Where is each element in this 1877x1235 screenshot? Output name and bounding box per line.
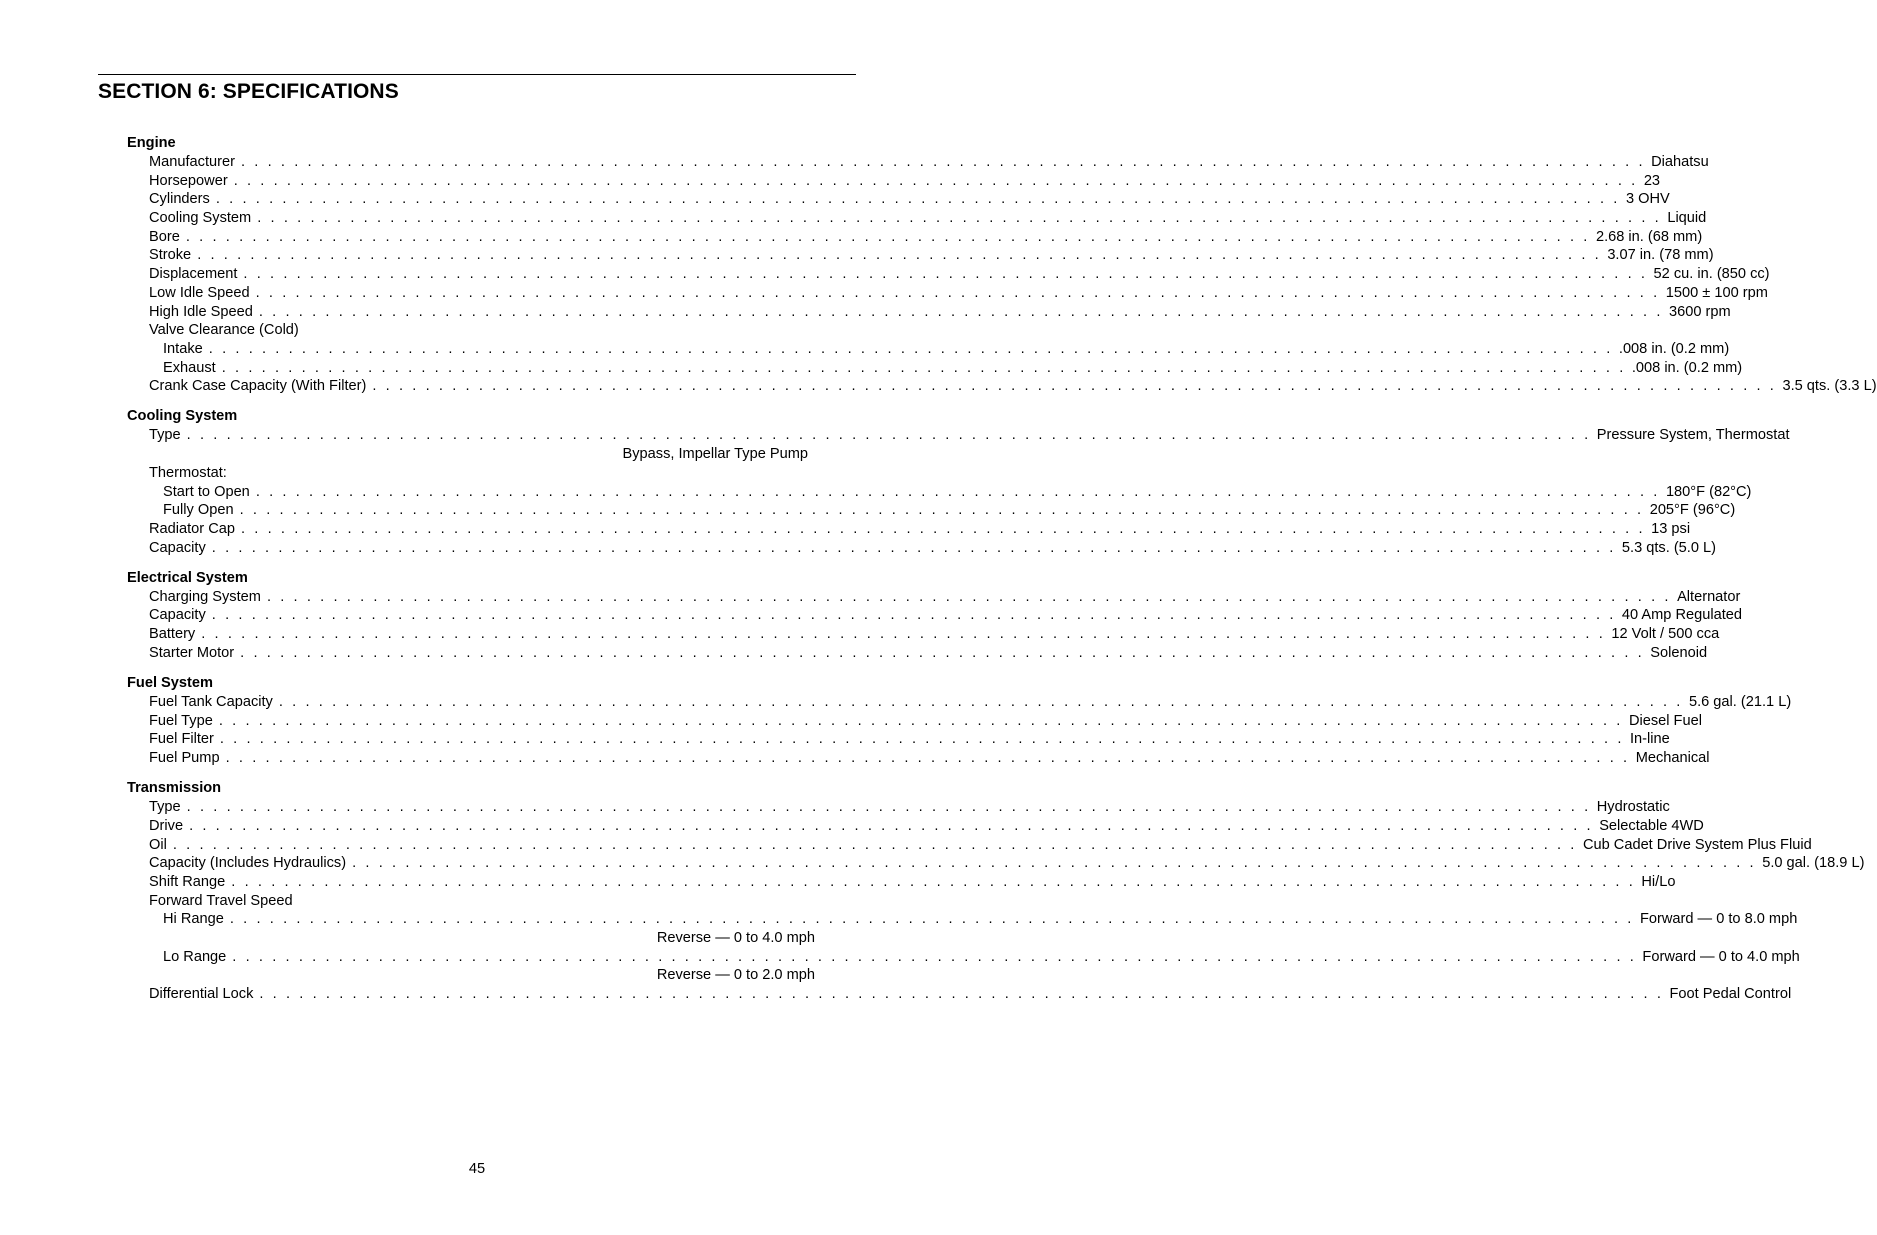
spec-row (127, 359, 1743, 378)
spec-row (127, 464, 815, 483)
spec-row (127, 501, 1736, 520)
spec-group-title: Cooling System (127, 408, 238, 425)
spec-label: Intake (163, 340, 203, 357)
spec-value: Hi/Lo (1641, 874, 1676, 890)
spec-row (127, 929, 815, 948)
spec-group-transmission (127, 779, 1865, 1004)
dot-leader: . . . . . . . . . . . . . . . . . . . . . . . . . . . . . . . . . . . . . . . . . . . . . . . . . . . . . . . . . . . . . . . . . . . . . . . . . . . . . . . . . . . . . . . . . . . . . . . . . . . . . . . . . . (186, 799, 1591, 816)
spec-value: Forward — 0 to 8.0 mph (1639, 911, 1798, 928)
spec-label: Battery (149, 626, 196, 643)
spec-value: Diahatsu (1651, 154, 1709, 170)
spec-value: 13 psi (1651, 520, 1691, 537)
spec-value: Foot Pedal Control (1669, 986, 1792, 1003)
spec-value: Alternator (1677, 588, 1741, 605)
dot-leader: . . . . . . . . . . . . . . . . . . . . . . . . . . . . . . . . . . . . . . . . . . . . . . . . . . . . . . . . . . . . . . . . . . . . . . . . . . . . . . . . . . . . . . . . . . . . . . . . . . . . . . . . . . (189, 817, 1594, 834)
spec-row (127, 966, 815, 985)
dot-leader: . . . . . . . . . . . . . . . . . . . . . . . . . . . . . . . . . . . . . . . . . . . . . . . . . . . . . . . . . . . . . . . . . . . . . . . . . . . . . . . . . . . . . . . . . . . . . . . . . . . . . . . . . . (219, 731, 1624, 748)
spec-label: Fuel Filter (149, 731, 214, 748)
spec-label: Thermostat: (149, 464, 227, 481)
spec-row (127, 228, 1703, 247)
dot-leader: . . . . . . . . . . . . . . . . . . . . . . . . . . . . . . . . . . . . . . . . . . . . . . . . . . . . . . . . . . . . . . . . . . . . . . . . . . . . . . . . . . . . . . . . . . . . . . . . . . . . . . . . . . (218, 712, 1623, 729)
spec-row (127, 284, 1768, 303)
spec-label: Differential Lock (149, 986, 254, 1003)
spec-row (127, 854, 1865, 873)
spec-row (127, 172, 1661, 191)
spec-value: Bypass, Impellar Type Pump (622, 446, 808, 463)
dot-leader: . . . . . . . . . . . . . . . . . . . . . . . . . . . . . . . . . . . . . . . . . . . . . . . . . . . . . . . . . . . . . . . . . . . . . . . . . . . . . . . . . . . . . . . . . . . . . . . . . . . . . . . . . . (372, 378, 1777, 395)
dot-leader: . . . . . . . . . . . . . . . . . . . . . . . . . . . . . . . . . . . . . . . . . . . . . . . . . . . . . . . . . . . . . . . . . . . . . . . . . . . . . . . . . . . . . . . . . . . . . . . . . . . . . . . . . . (240, 154, 1646, 170)
dot-leader: . . . . . . . . . . . . . . . . . . . . . . . . . . . . . . . . . . . . . . . . . . . . . . . . . . . . . . . . . . . . . . . . . . . . . . . . . . . . . . . . . . . . . . . . . . . . . . . . . . . . . . . . . . (255, 284, 1660, 301)
spec-row (127, 836, 1812, 855)
spec-label: Fully Open (163, 502, 234, 519)
dot-leader: . . . . . . . . . . . . . . . . . . . . . . . . . . . . . . . . . . . . . . . . . . . . . . . . . . . . . . . . . . . . . . . . . . . . . . . . . . . . . . . . . . . . . . . . . . . . . . . . . . . . . . . . . . (241, 520, 1646, 537)
spec-label: Forward Travel Speed (149, 892, 293, 909)
spec-group-title: Electrical System (127, 569, 248, 586)
dot-leader: . . . . . . . . . . . . . . . . . . . . . . . . . . . . . . . . . . . . . . . . . . . . . . . . . . . . . . . . . . . . . . . . . . . . . . . . . . . . . . . . . . . . . . . . . . . . . . . . . . . . . . . . . . (211, 539, 1616, 556)
spec-value: Reverse — 0 to 4.0 mph (656, 930, 815, 947)
spec-row (127, 948, 1800, 967)
spec-group-fuel-system (127, 674, 1792, 768)
spec-value: Diesel Fuel (1628, 712, 1702, 729)
spec-value: 3.07 in. (78 mm) (1607, 247, 1714, 264)
dot-leader: . . . . . . . . . . . . . . . . . . . . . . . . . . . . . . . . . . . . . . . . . . . . . . . . . . . . . . . . . . . . . . . . . . . . . . . . . . . . . . . . . . . . . . . . . . . . . . . . . . . . . . . . . . (186, 427, 1591, 444)
spec-value: Mechanical (1635, 750, 1710, 767)
spec-value: In-line (1630, 731, 1670, 748)
dot-leader: . . . . . . . . . . . . . . . . . . . . . . . . . . . . . . . . . . . . . . . . . . . . . . . . . . . . . . . . . . . . . . . . . . . . . . . . . . . . . . . . . . . . . . . . . . . . . . . . . . . . . . . . . . (185, 228, 1590, 245)
dot-leader: . . . . . . . . . . . . . . . . . . . . . . . . . . . . . . . . . . . . . . . . . . . . . . . . . . . . . . . . . . . . . . . . . . . . . . . . . . . . . . . . . . . . . . . . . . . . . . . . . . . . . . . . . . (221, 359, 1626, 376)
spec-label: Capacity (149, 539, 206, 556)
dot-leader: . . . . . . . . . . . . . . . . . . . . . . . . . . . . . . . . . . . . . . . . . . . . . . . . . . . . . . . . . . . . . . . . . . . . . . . . . . . . . . . . . . . . . . . . . . . . . . . . . . . . . . . . . . (211, 607, 1616, 624)
spec-label: Manufacturer (149, 154, 235, 170)
spec-value: 3600 rpm (1668, 303, 1731, 320)
spec-row (127, 520, 1691, 539)
spec-label: Valve Clearance (Cold) (149, 322, 299, 339)
spec-value: 5.3 qts. (5.0 L) (1621, 539, 1717, 556)
dot-leader: . . . . . . . . . . . . . . . . . . . . . . . . . . . . . . . . . . . . . . . . . . . . . . . . . . . . . . . . . . . . . . . . . . . . . . . . . . . . . . . . . . . . . . . . . . . . . . . . . . . . . . . . . . (259, 986, 1664, 1003)
spec-value: Reverse — 0 to 2.0 mph (656, 967, 815, 984)
spec-label: Shift Range (149, 874, 226, 890)
spec-value: 23 (1643, 172, 1661, 189)
spec-value: .008 in. (0.2 mm) (1631, 359, 1743, 376)
dot-leader: . . . . . . . . . . . . . . . . . . . . . . . . . . . . . . . . . . . . . . . . . . . . . . . . . . . . . . . . . . . . . . . . . . . . . . . . . . . . . . . . . . . . . . . . . . . . . . . . . . . . . . . . . . (233, 172, 1638, 189)
spec-row (127, 426, 1790, 445)
spec-label: Type (149, 427, 181, 444)
spec-label: Fuel Tank Capacity (149, 694, 273, 710)
spec-row (127, 817, 1704, 836)
spec-row (127, 910, 1798, 929)
spec-value: 40 Amp Regulated (1621, 607, 1742, 624)
spec-row (127, 483, 1752, 502)
spec-label: Hi Range (163, 911, 224, 928)
dot-leader: . . . . . . . . . . . . . . . . . . . . . . . . . . . . . . . . . . . . . . . . . . . . . . . . . . . . . . . . . . . . . . . . . . . . . . . . . . . . . . . . . . . . . . . . . . . . . . . . . . . . . . . . . . (172, 836, 1577, 853)
dot-leader: . . . . . . . . . . . . . . . . . . . . . . . . . . . . . . . . . . . . . . . . . . . . . . . . . . . . . . . . . . . . . . . . . . . . . . . . . . . . . . . . . . . . . . . . . . . . . . . . . . . . . . . . . . (266, 588, 1672, 605)
spec-group-title: Engine (127, 135, 176, 151)
spec-group-electrical-system (127, 569, 1742, 663)
spec-label: Fuel Pump (149, 750, 220, 767)
spec-row (127, 265, 1770, 284)
dot-leader: . . . . . . . . . . . . . . . . . . . . . . . . . . . . . . . . . . . . . . . . . . . . . . . . . . . . . . . . . . . . . . . . . . . . . . . . . . . . . . . . . . . . . . . . . . . . . . . . . . . . . . . . . . (197, 247, 1602, 264)
spec-row (127, 798, 1670, 817)
dot-leader: . . . . . . . . . . . . . . . . . . . . . . . . . . . . . . . . . . . . . . . . . . . . . . . . . . . . . . . . . . . . . . . . . . . . . . . . . . . . . . . . . . . . . . . . . . . . . . . . . . . . . . . . . . (208, 340, 1613, 357)
spec-group-title: Fuel System (127, 675, 213, 691)
dot-leader: . . . . . . . . . . . . . . . . . . . . . . . . . . . . . . . . . . . . . . . . . . . . . . . . . . . . . . . . . . . . . . . . . . . . . . . . . . . . . . . . . . . . . . . . . . . . . . . . . . . . . . . . . . (225, 750, 1630, 767)
spec-label: Exhaust (163, 359, 216, 376)
dot-leader: . . . . . . . . . . . . . . . . . . . . . . . . . . . . . . . . . . . . . . . . . . . . . . . . . . . . . . . . . . . . . . . . . . . . . . . . . . . . . . . . . . . . . . . . . . . . . . . . . . . . . . . . . . (255, 483, 1660, 500)
spec-row (127, 730, 1670, 749)
spec-value: 52 cu. in. (850 cc) (1653, 266, 1770, 283)
spec-value: Liquid (1667, 210, 1707, 227)
dot-leader: . . . . . . . . . . . . . . . . . . . . . . . . . . . . . . . . . . . . . . . . . . . . . . . . . . . . . . . . . . . . . . . . . . . . . . . . . . . . . . . . . . . . . . . . . . . . . . . . . . . . . . . . . . (352, 855, 1757, 872)
spec-label: Capacity (Includes Hydraulics) (149, 855, 347, 872)
spec-label: Drive (149, 817, 184, 834)
spec-row (127, 190, 1670, 209)
spec-row (127, 303, 1731, 322)
spec-label: Fuel Type (149, 712, 213, 729)
spec-label: Lo Range (163, 948, 227, 965)
dot-leader: . . . . . . . . . . . . . . . . . . . . . . . . . . . . . . . . . . . . . . . . . . . . . . . . . . . . . . . . . . . . . . . . . . . . . . . . . . . . . . . . . . . . . . . . . . . . . . . . . . . . . . . . . . (215, 191, 1620, 208)
spec-row (127, 153, 1709, 172)
spec-row (127, 693, 1792, 712)
spec-value: 5.0 gal. (18.9 L) (1762, 855, 1865, 872)
spec-label: Type (149, 799, 181, 816)
spec-value: Selectable 4WD (1599, 817, 1704, 834)
spec-label: Starter Motor (149, 644, 235, 661)
spec-value: Solenoid (1650, 644, 1708, 661)
spec-row (127, 749, 1710, 768)
top-rule (98, 74, 856, 75)
spec-row (127, 588, 1741, 607)
spec-value: Forward — 0 to 4.0 mph (1642, 948, 1800, 965)
spec-label: High Idle Speed (149, 303, 253, 320)
spec-row (127, 985, 1792, 1004)
page-number: 45 (468, 1161, 486, 1177)
spec-value: Cub Cadet Drive System Plus Fluid (1582, 836, 1812, 853)
specifications-list (127, 134, 1877, 1015)
spec-label: Stroke (149, 247, 192, 264)
spec-value: .008 in. (0.2 mm) (1618, 340, 1730, 357)
spec-group-cooling-system (127, 407, 1790, 557)
dot-leader: . . . . . . . . . . . . . . . . . . . . . . . . . . . . . . . . . . . . . . . . . . . . . . . . . . . . . . . . . . . . . . . . . . . . . . . . . . . . . . . . . . . . . . . . . . . . . . . . . . . . . . . . . . (229, 911, 1634, 928)
spec-value: 1500 ± 100 rpm (1665, 284, 1768, 301)
spec-label: Horsepower (149, 172, 228, 189)
spec-row (127, 445, 815, 464)
dot-leader: . . . . . . . . . . . . . . . . . . . . . . . . . . . . . . . . . . . . . . . . . . . . . . . . . . . . . . . . . . . . . . . . . . . . . . . . . . . . . . . . . . . . . . . . . . . . . . . . . . . . . . . . . . (239, 502, 1644, 519)
spec-row (127, 644, 1708, 663)
spec-row (127, 712, 1702, 731)
spec-label: Crank Case Capacity (With Filter) (149, 378, 367, 395)
spec-value: Pressure System, Thermostat (1596, 427, 1790, 444)
spec-label: Radiator Cap (149, 520, 235, 537)
spec-row (127, 606, 1742, 625)
spec-row (127, 246, 1714, 265)
spec-label: Capacity (149, 607, 206, 624)
dot-leader: . . . . . . . . . . . . . . . . . . . . . . . . . . . . . . . . . . . . . . . . . . . . . . . . . . . . . . . . . . . . . . . . . . . . . . . . . . . . . . . . . . . . . . . . . . . . . . . . . . . . . . . . . . (232, 948, 1637, 965)
spec-group-engine (127, 134, 1877, 396)
spec-row (127, 892, 815, 911)
dot-leader: . . . . . . . . . . . . . . . . . . . . . . . . . . . . . . . . . . . . . . . . . . . . . . . . . . . . . . . . . . . . . . . . . . . . . . . . . . . . . . . . . . . . . . . . . . . . . . . . . . . . . . . . . . (243, 266, 1648, 283)
dot-leader: . . . . . . . . . . . . . . . . . . . . . . . . . . . . . . . . . . . . . . . . . . . . . . . . . . . . . . . . . . . . . . . . . . . . . . . . . . . . . . . . . . . . . . . . . . . . . . . . . . . . . . . . . . (278, 694, 1683, 710)
spec-label: Cylinders (149, 191, 210, 208)
spec-label: Oil (149, 836, 167, 853)
spec-row (127, 539, 1717, 558)
dot-leader: . . . . . . . . . . . . . . . . . . . . . . . . . . . . . . . . . . . . . . . . . . . . . . . . . . . . . . . . . . . . . . . . . . . . . . . . . . . . . . . . . . . . . . . . . . . . . . . . . . . . . . . . . . (257, 210, 1662, 227)
dot-leader: . . . . . . . . . . . . . . . . . . . . . . . . . . . . . . . . . . . . . . . . . . . . . . . . . . . . . . . . . . . . . . . . . . . . . . . . . . . . . . . . . . . . . . . . . . . . . . . . . . . . . . . . . . (231, 874, 1636, 890)
spec-label: Cooling System (149, 210, 252, 227)
dot-leader: . . . . . . . . . . . . . . . . . . . . . . . . . . . . . . . . . . . . . . . . . . . . . . . . . . . . . . . . . . . . . . . . . . . . . . . . . . . . . . . . . . . . . . . . . . . . . . . . . . . . . . . . . . (240, 644, 1645, 661)
spec-label: Charging System (149, 588, 261, 605)
spec-row (127, 340, 1730, 359)
spec-row (127, 625, 1720, 644)
spec-value: 3.5 qts. (3.3 L) (1782, 378, 1877, 395)
spec-label: Low Idle Speed (149, 284, 250, 301)
spec-value: Hydrostatic (1596, 799, 1670, 816)
spec-label: Bore (149, 228, 180, 245)
spec-group-title: Transmission (127, 780, 222, 797)
spec-value: 205°F (96°C) (1649, 502, 1736, 519)
spec-value: 5.6 gal. (21.1 L) (1688, 694, 1792, 710)
spec-row (127, 377, 1877, 396)
spec-row (127, 873, 1676, 892)
dot-leader: . . . . . . . . . . . . . . . . . . . . . . . . . . . . . . . . . . . . . . . . . . . . . . . . . . . . . . . . . . . . . . . . . . . . . . . . . . . . . . . . . . . . . . . . . . . . . . . . . . . . . . . . . . (258, 303, 1663, 320)
spec-value: 2.68 in. (68 mm) (1595, 228, 1703, 245)
spec-label: Start to Open (163, 483, 250, 500)
spec-row (127, 321, 815, 340)
section-title: SECTION 6: SPECIFICATIONS (98, 80, 399, 103)
spec-value: 180°F (82°C) (1665, 483, 1752, 500)
dot-leader: . . . . . . . . . . . . . . . . . . . . . . . . . . . . . . . . . . . . . . . . . . . . . . . . . . . . . . . . . . . . . . . . . . . . . . . . . . . . . . . . . . . . . . . . . . . . . . . . . . . . . . . . . . (201, 626, 1606, 643)
spec-value: 3 OHV (1625, 191, 1670, 208)
spec-value: 12 Volt / 500 cca (1611, 626, 1720, 643)
spec-row (127, 209, 1707, 228)
spec-label: Displacement (149, 266, 238, 283)
